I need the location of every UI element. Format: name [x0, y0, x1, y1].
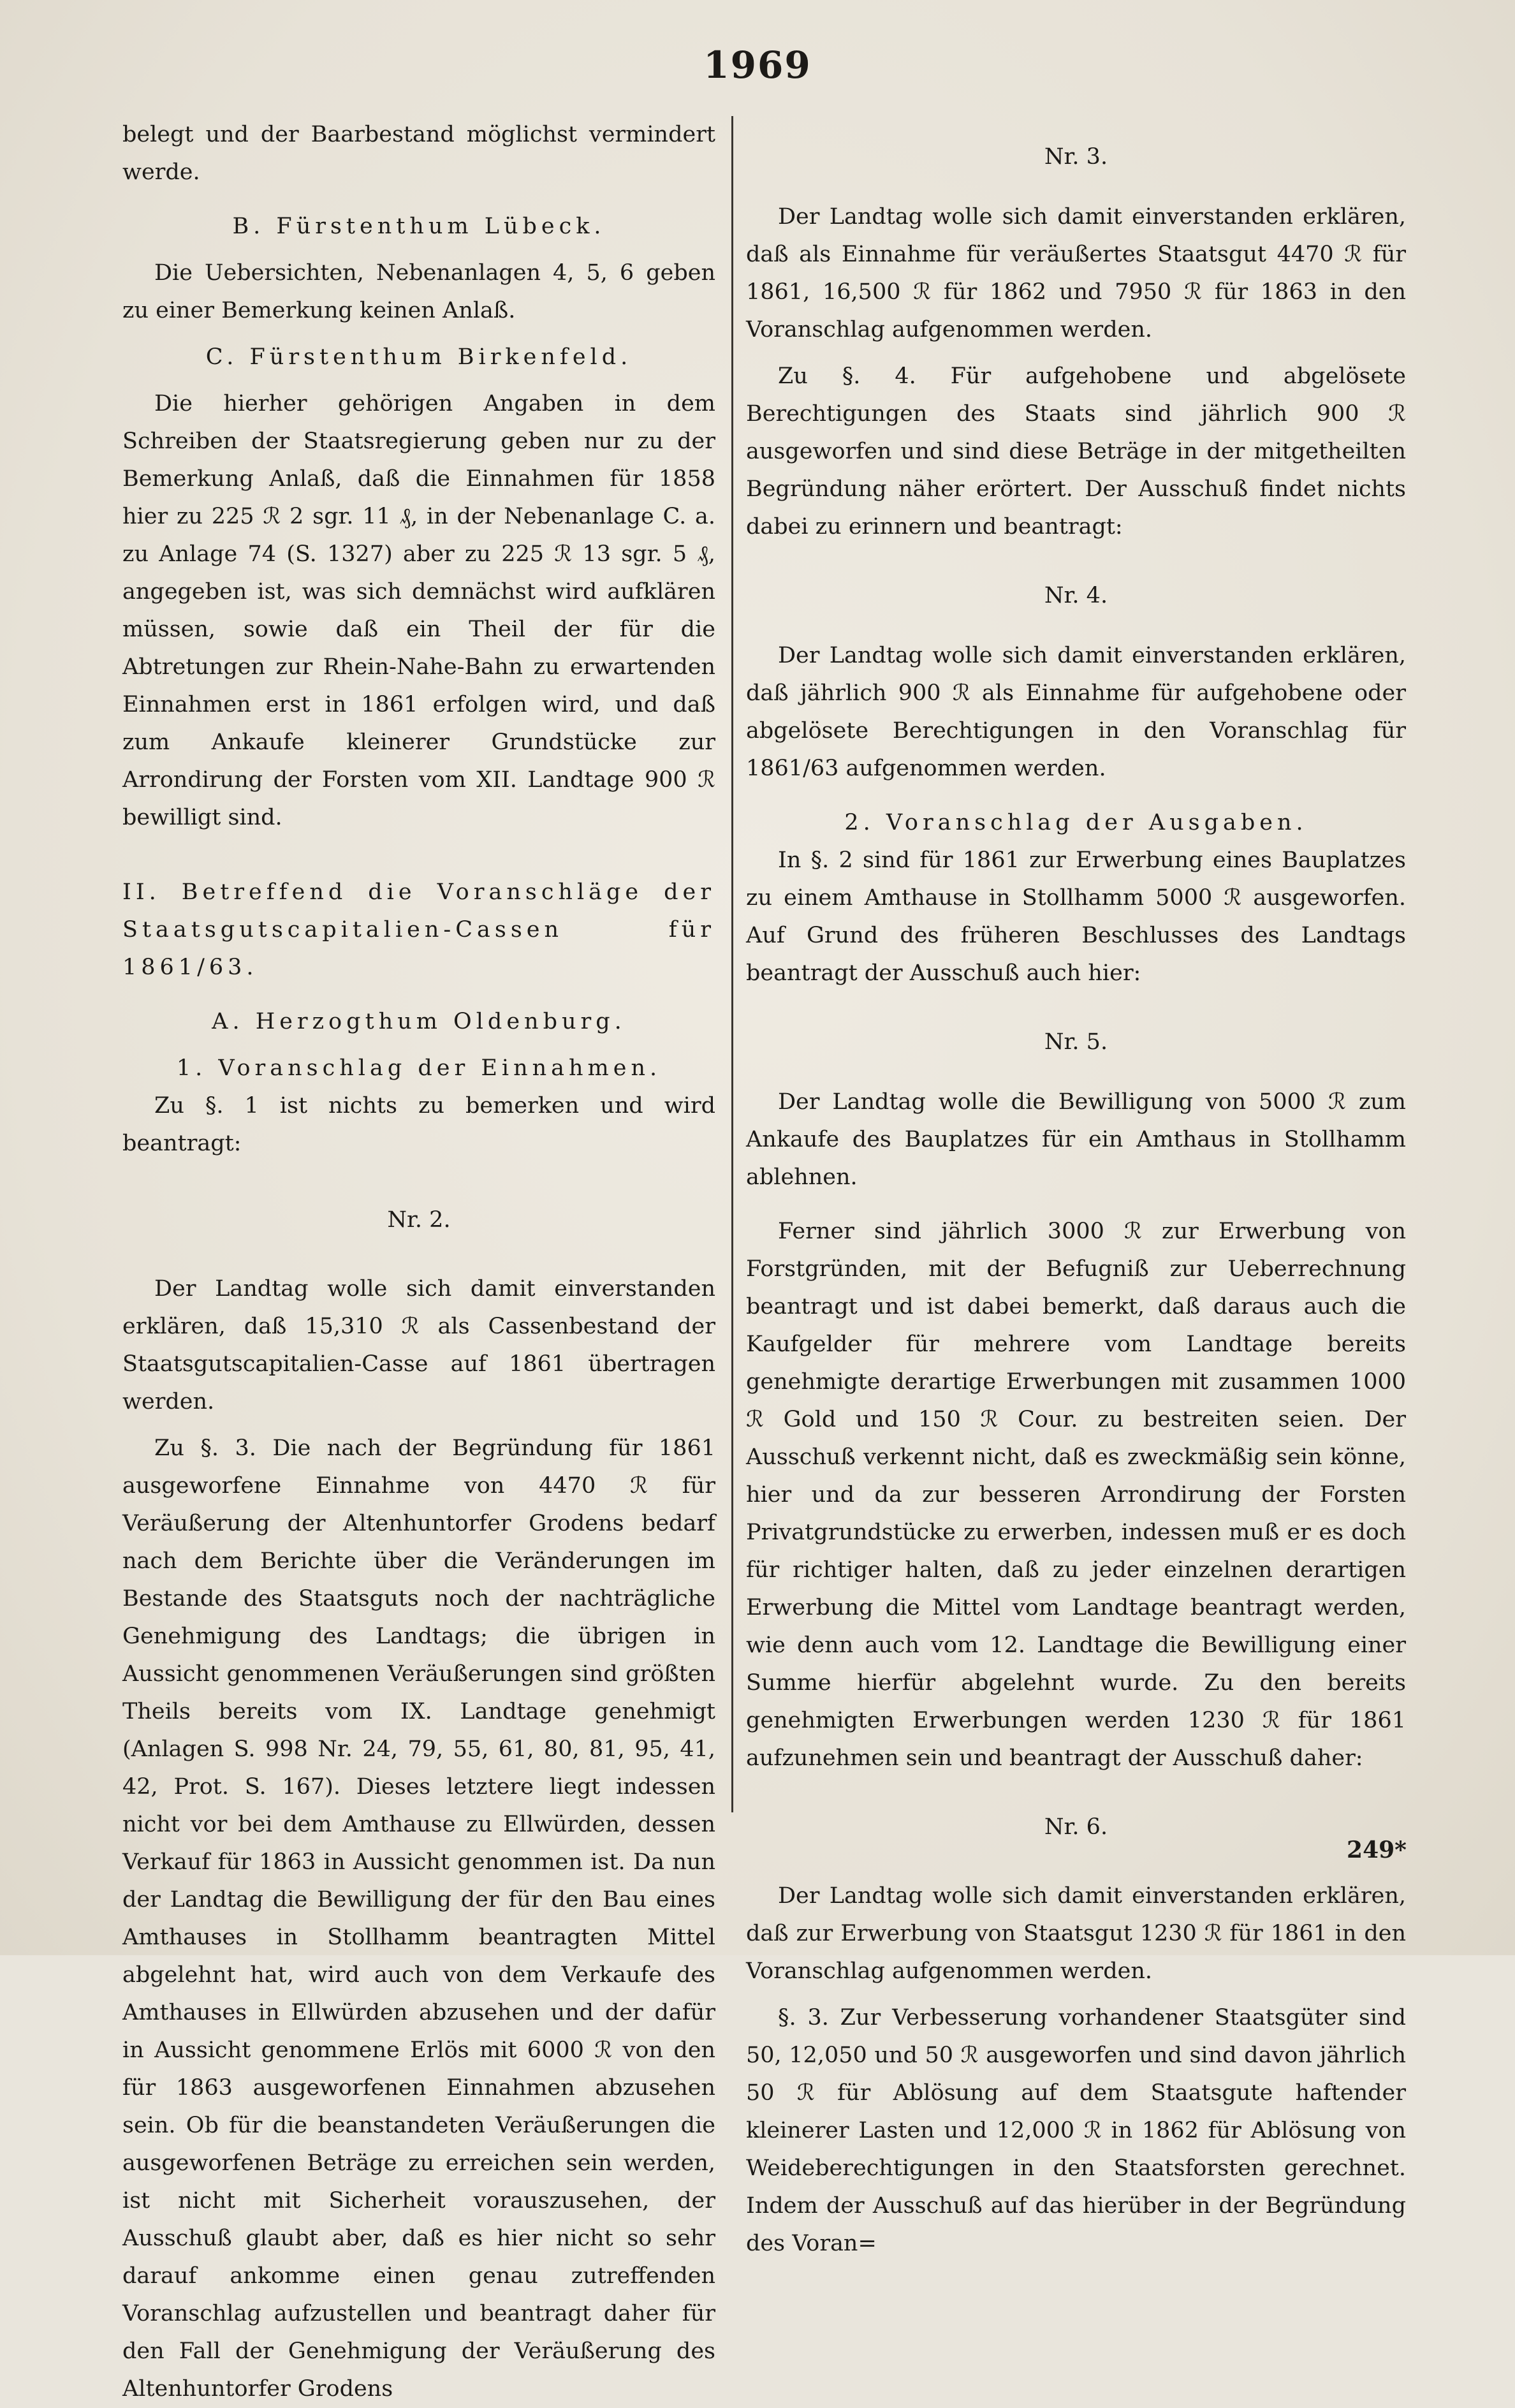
column-divider: [731, 116, 733, 1812]
section-heading: B. Fürstenthum Lübeck.: [232, 214, 606, 239]
motion-number: Nr. 3.: [1044, 144, 1108, 170]
paragraph: §. 3. Zur Verbesserung vorhandener Staatsgüter sind 50, 12,050 und 50 ℛ ausgeworfen und sind davon jährlich 50 ℛ für Ablösung auf dem Staatsgute haftender kleinerer Lasten und 12,000 ℛ in 1862 für Ablösung von Weideberechtigungen in den Staatsforsten gerechnet. Indem der Ausschuß auf das hierüber in der Begründung des Voran=: [746, 2005, 1406, 2256]
paragraph: In §. 2 sind für 1861 zur Erwerbung eines Bauplatzes zu einem Amthause in Stollhamm 5000 ℛ ausgeworfen. Auf Grund des früheren Beschlusses des Landtags beantragt der Ausschuß auch hier:: [746, 848, 1406, 986]
motion-number: Nr. 2.: [387, 1207, 451, 1233]
paragraph: Zu §. 3. Die nach der Begründung für 1861 ausgeworfene Einnahme von 4470 ℛ für Veräußerung der Altenhuntorfer Grodens bedarf nach dem Berichte über die Veränderungen im Bestande des Staatsguts noch der nachträgliche Genehmigung des Landtags; die übrigen in Aussicht genommenen Veräußerungen sind größten Theils bereits vom IX. Landtage genehmigt (Anlagen S. 998 Nr. 24, 79, 55, 61, 80, 81, 95, 41, 42, Prot. S. 167). Dieses letztere liegt indessen nicht vor bei dem Amthause zu Ellwürden, dessen Verkauf für 1863 in Aussicht genommen ist. Da nun der Landtag die Bewilligung der für den Bau eines Amthauses in Stollhamm beantragten Mittel abgelehnt hat, wird auch von dem Verkaufe des Amthauses in Ellwürden abzusehen und der dafür in Aussicht genommene Erlös mit 6000 ℛ von den für 1863 ausgeworfenen Einnahmen abzusehen sein. Ob für die beanstandeten Veräußerungen die ausgeworfenen Beträge zu erreichen sein werden, ist nicht mit Sicherheit vorauszusehen, der Ausschuß glaubt aber, daß es hier nicht so sehr darauf ankomme einen genau zutreffenden Voranschlag aufzustellen und beantragt daher für den Fall der Genehmigung der Veräußerung des Altenhuntorfer Grodens: [122, 1435, 715, 2402]
motion-number: Nr. 5.: [1044, 1029, 1108, 1055]
paragraph: Der Landtag wolle sich damit einverstanden erklären, daß jährlich 900 ℛ als Einnahme für aufgehobene oder abgelösete Berechtigungen in den Voranschlag für 1861/63 aufgenommen werden.: [746, 643, 1406, 781]
paragraph: Der Landtag wolle die Bewilligung von 5000 ℛ zum Ankaufe des Bauplatzes für ein Amthaus in Stollhamm ablehnen.: [746, 1089, 1406, 1190]
section-heading: C. Fürstenthum Birkenfeld.: [205, 344, 633, 370]
paragraph: Zu §. 4. Für aufgehobene und abgelösete Berechtigungen des Staats sind jährlich 900 ℛ ausgeworfen und sind diese Beträge in der mitgetheilten Begründung näher erörtert. Der Ausschuß findet nichts dabei zu erinnern und beantragt:: [746, 363, 1406, 540]
paragraph: Der Landtag wolle sich damit einverstanden erklären, daß 15,310 ℛ als Cassenbestand der Staatsgutscapitalien-Casse auf 1861 übertragen werden.: [122, 1276, 715, 1414]
paragraph: Der Landtag wolle sich damit einverstanden erklären, daß zur Erwerbung von Staatsgut 1230 ℛ für 1861 in den Voranschlag aufgenommen werden.: [746, 1883, 1406, 1984]
right-column: [746, 116, 1406, 2263]
left-column: [122, 116, 715, 2408]
motion-number: Nr. 6.: [1044, 1814, 1108, 1840]
section-heading: A. Herzogthum Oldenburg.: [212, 1009, 626, 1034]
section-heading: II. Betreffend die Voranschläge der Staatsgutscapitalien-Cassen für 1861/63.: [122, 879, 715, 980]
page-number: 1969: [703, 43, 812, 87]
paragraph: belegt und der Baarbestand möglichst vermindert werde.: [122, 122, 715, 185]
section-heading: 2. Voranschlag der Ausgaben.: [844, 810, 1308, 835]
paragraph: Die hierher gehörigen Angaben in dem Schreiben der Staatsregierung geben nur zu der Bemerkung Anlaß, daß die Einnahmen für 1858 hier zu 225 ℛ 2 sgr. 11 ₰, in der Nebenanlage C. a. zu Anlage 74 (S. 1327) aber zu 225 ℛ 13 sgr. 5 ₰, angegeben ist, was sich demnächst wird aufklären müssen, sowie daß ein Theil der für die Abtretungen zur Rhein-Nahe-Bahn zu erwartenden Einnahmen erst in 1861 erfolgen wird, und daß zum Ankaufe kleinerer Grundstücke zur Arrondirung der Forsten vom XII. Landtage 900 ℛ bewilligt sind.: [122, 391, 715, 830]
paragraph: Zu §. 1 ist nichts zu bemerken und wird beantragt:: [122, 1093, 715, 1156]
signature-mark: 249*: [1347, 1837, 1407, 1863]
section-heading: 1. Voranschlag der Einnahmen.: [176, 1055, 662, 1081]
paragraph: Der Landtag wolle sich damit einverstanden erklären, daß als Einnahme für veräußertes Staatsgut 4470 ℛ für 1861, 16,500 ℛ für 1862 und 7950 ℛ für 1863 in den Voranschlag aufgenommen werden.: [746, 204, 1406, 342]
paragraph: Die Uebersichten, Nebenanlagen 4, 5, 6 geben zu einer Bemerkung keinen Anlaß.: [122, 260, 715, 323]
motion-number: Nr. 4.: [1044, 583, 1108, 608]
paragraph: Ferner sind jährlich 3000 ℛ zur Erwerbung von Forstgründen, mit der Befugniß zur Ueberrechnung beantragt und ist dabei bemerkt, daß daraus auch die Kaufgelder für mehrere vom Landtage bereits genehmigte derartige Erwerbungen mit zusammen 1000 ℛ Gold und 150 ℛ Cour. zu bestreiten seien. Der Ausschuß verkennt nicht, daß es zweckmäßig sein könne, hier und da zur besseren Arrondirung der Forsten Privatgrundstücke zu erwerben, indessen muß er es doch für richtiger halten, daß zu jeder einzelnen derartigen Erwerbung die Mittel vom Landtage beantragt werden, wie denn auch vom 12. Landtage die Bewilligung einer Summe hierfür abgelehnt wurde. Zu den bereits genehmigten Erwerbungen werden 1230 ℛ für 1861 aufzunehmen sein und beantragt der Ausschuß daher:: [746, 1219, 1406, 1771]
